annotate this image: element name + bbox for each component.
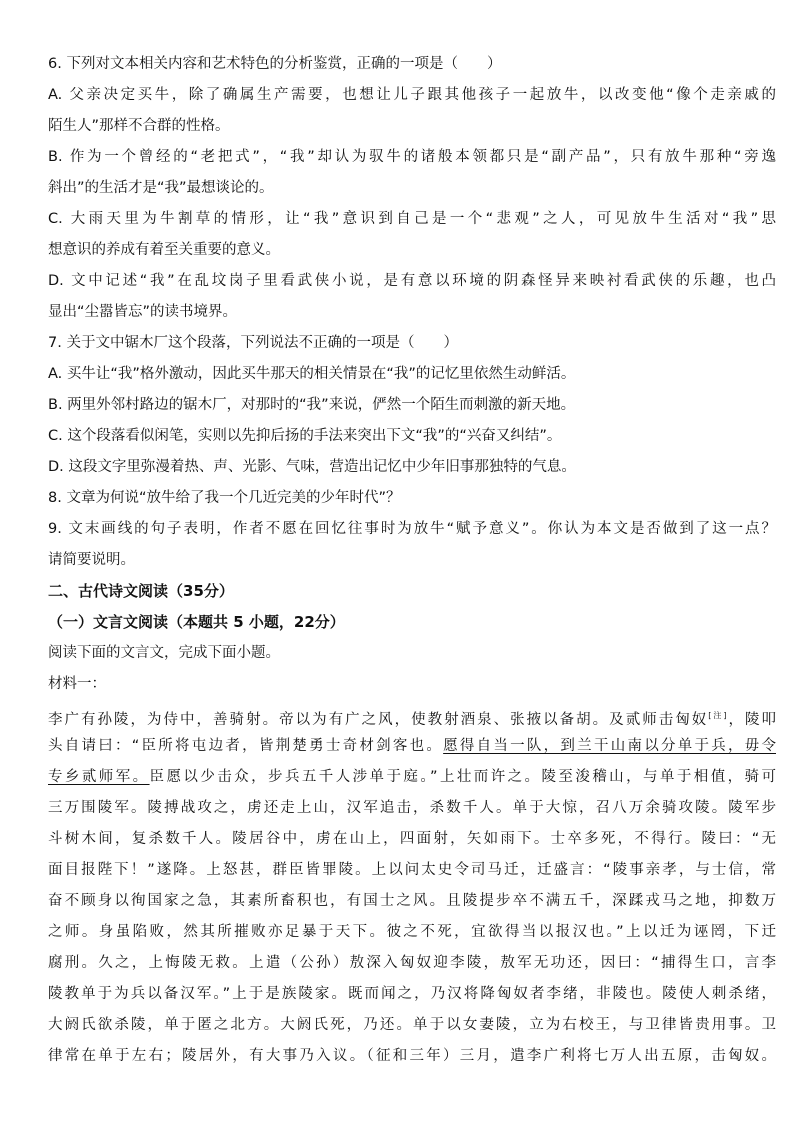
passage-line-8: 之师。身虽陷败，然其所摧败亦足暴于天下。彼之不死，宜欲得当以报汉也。”上以迁为诬罔，下迁 [48, 924, 776, 940]
q9-line1: 9. 文末画线的句子表明，作者不愿在回忆往事时为放牛“赋予意义”。你认为本文是否做到了这一点？ [48, 521, 776, 537]
passage-text: 李广有孙陵，为侍中，善骑射。帝以为有广之风，使教射酒泉、张掖以备胡。及贰师击匈奴 [48, 712, 709, 728]
passage-line-10: 陵教单于为兵以备汉军。”上于是族陵家。既而闻之，乃汉将降匈奴者李绪，非陵也。陵使人刺杀绪， [48, 986, 776, 1002]
passage-line-1 [48, 700, 776, 731]
document-page [48, 49, 776, 1072]
underlined-sentence: 愿得自当一队，到兰干山南以分单于兵，毋令 [443, 738, 776, 754]
passage-line-3 [48, 762, 776, 793]
passage-line-6: 面目报陛下！”遂降。上怒甚，群臣皆罪陵。上以问太史令司马迁，迁盛言：“陵事亲孝，与士信，常 [48, 862, 776, 878]
passage-text: 头自请曰：“臣所将屯边者，皆荆楚勇士奇材剑客也。 [48, 738, 444, 754]
q9-line2: 请简要说明。 [48, 552, 135, 568]
q6-option-a-line1: A. 父亲决定买牛，除了确属生产需要，也想让儿子跟其他孩子一起放牛，以改变他“像个走亲戚的 [48, 87, 776, 103]
q6-option-d-line2: 显出“尘嚣皆忘”的读书境界。 [48, 304, 238, 320]
section-title: 二、古代诗文阅读（35分） [48, 582, 234, 600]
passage-line-5: 斗树木间，复杀数千人。陵居谷中，虏在山上，四面射，矢如雨下。士卒多死，不得行。陵曰：“无 [48, 831, 776, 847]
q6-stem: 6. 下列对文本相关内容和艺术特色的分析鉴赏，正确的一项是（ ） [48, 56, 502, 72]
q6-option-b-line2: 斜出”的生活才是“我”最想谈论的。 [48, 180, 274, 196]
q8-question: 8. 文章为何说“放牛给了我一个几近完美的少年时代”？ [48, 490, 401, 506]
subsection-title: （一）文言文阅读（本题共 5 小题，22分） [48, 613, 345, 631]
q6-option-c-line1: C. 大雨天里为牛割草的情形，让“我”意识到自己是一个“悲观”之人，可见放牛生活对“我”思 [48, 211, 776, 227]
q6-option-d-line1: D. 文中记述“我”在乱坟岗子里看武侠小说，是有意以环境的阴森怪异来映衬看武侠的乐趣，也凸 [48, 273, 776, 289]
q7-option-d: D. 这段文字里弥漫着热、声、光影、气味，营造出记忆中少年旧事那独特的气息。 [48, 459, 576, 475]
passage-line-12: 律常在单于左右；陵居外，有大事乃入议。（征和三年）三月，遣李广利将七万人出五原，击匈奴。 [48, 1048, 776, 1064]
underlined-sentence: 专乡贰师军。 [48, 769, 150, 785]
passage-line-2 [48, 731, 776, 762]
q7-option-c: C. 这个段落看似闲笔，实则以先抑后扬的手法来突出下文“我”的“兴奋又纠结”。 [48, 428, 562, 444]
passage-line-4: 三万围陵军。陵搏战攻之，虏还走上山，汉军追击，杀数千人。单于大惊，召八万余骑攻陵。陵军步 [48, 800, 776, 816]
q6-option-c-line2: 想意识的养成有着至关重要的意义。 [48, 242, 280, 258]
material-label: 材料一： [48, 676, 106, 692]
annotation-marker: [注] [708, 711, 727, 720]
q7-stem: 7. 关于文中锯木厂这个段落，下列说法不正确的一项是（ ） [48, 335, 458, 351]
passage-text: ，陵叩 [726, 712, 776, 728]
passage-line-7: 奋不顾身以徇国家之急，其素所畜积也，有国士之风。且陵提步卒不满五千，深蹂戎马之地，抑数万 [48, 893, 776, 909]
q7-option-a: A. 买牛让“我”格外激动，因此买牛那天的相关情景在“我”的记忆里依然生动鲜活。 [48, 366, 576, 382]
passage-text: 臣愿以少击众，步兵五千人涉单于庭。”上壮而许之。陵至浚稽山，与单于相值，骑可 [149, 769, 776, 785]
q7-option-b: B. 两里外邻村路边的锯木厂，对那时的“我”来说，俨然一个陌生而刺激的新天地。 [48, 397, 576, 413]
q6-option-a-line2: 陌生人”那样不合群的性格。 [48, 118, 230, 134]
q6-option-b-line1: B. 作为一个曾经的“老把式”，“我”却认为驭牛的诸般本领都只是“副产品”，只有放牛那种“旁逸 [48, 149, 776, 165]
reading-instruction: 阅读下面的文言文，完成下面小题。 [48, 645, 280, 661]
passage-line-11: 大阏氏欲杀陵，单于匿之北方。大阏氏死，乃还。单于以女妻陵，立为右校王，与卫律皆贵用事。卫 [48, 1017, 776, 1033]
passage-line-9: 腐刑。久之，上悔陵无救。上遣（公孙）敖深入匈奴迎李陵，敖军无功还，因曰：“捕得生口，言李 [48, 955, 776, 971]
